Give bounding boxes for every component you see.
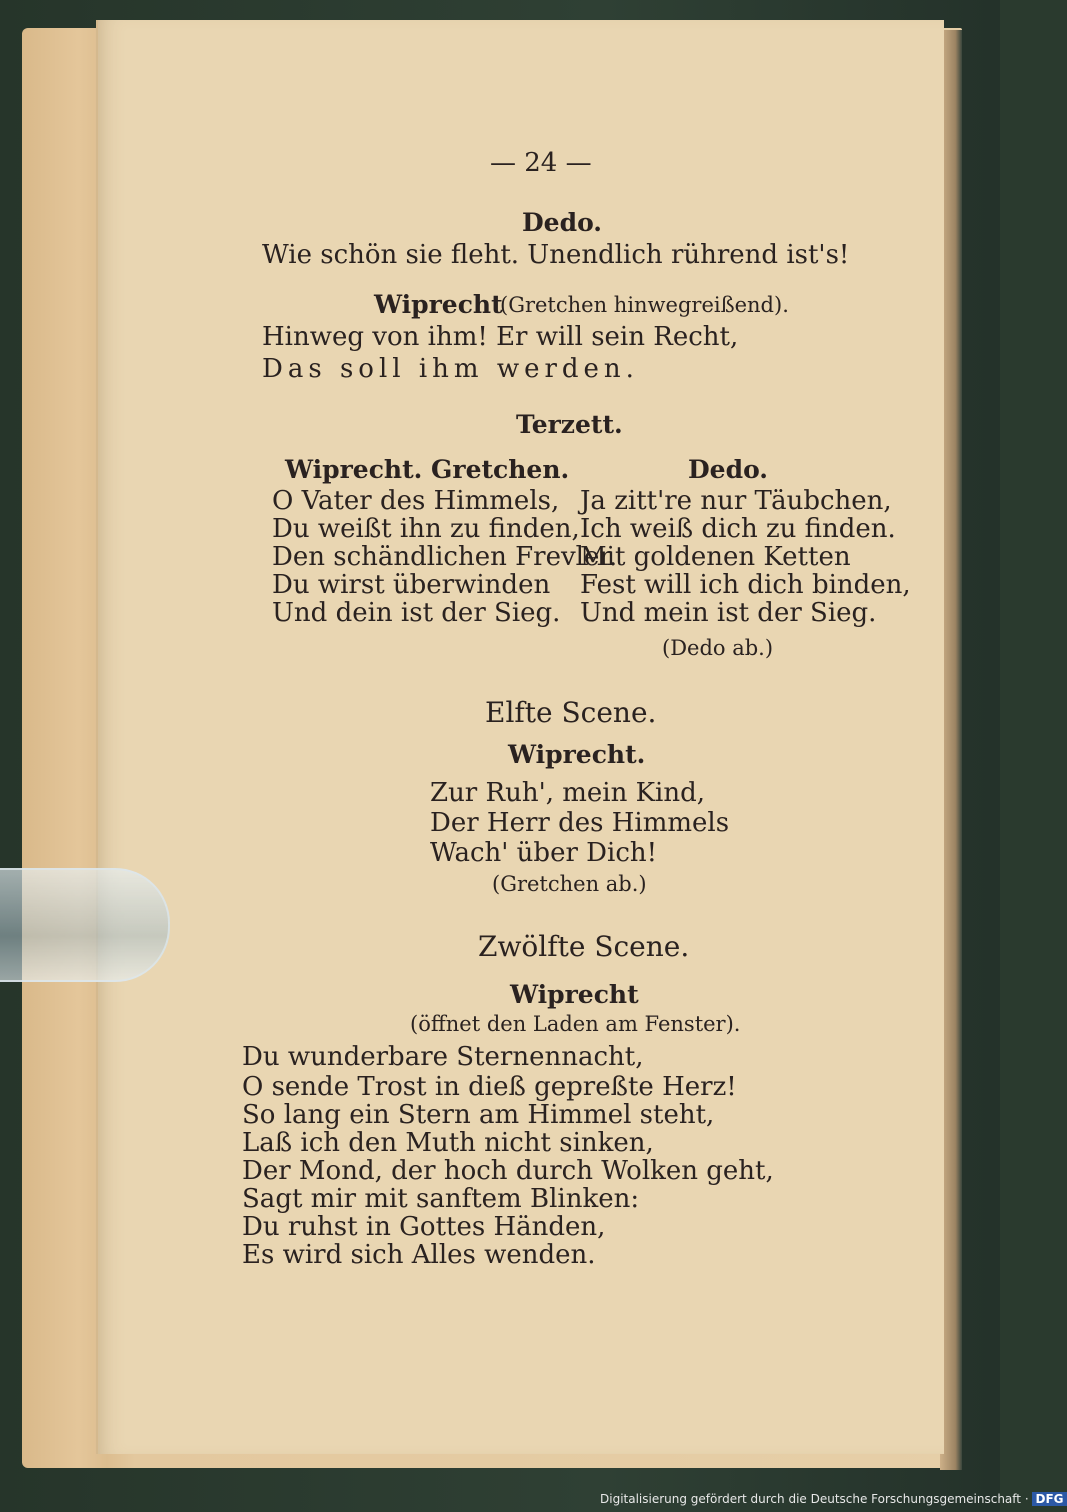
speaker-dedo: Dedo. [522,208,603,237]
terzett-heading: Terzett. [516,410,623,439]
speaker-wiprecht: Wiprecht [510,980,639,1009]
terzett-left-line: Du weißt ihn zu finden, [272,514,580,544]
verse-line: Du wunderbare Sternennacht, [242,1042,644,1072]
verse-line: Du ruhst in Gottes Händen, [242,1212,606,1242]
page-clip [0,868,170,982]
terzett-left-line: Du wirst überwinden [272,570,551,600]
verse-line: Der Herr des Himmels [430,808,730,838]
terzett-left-line: Und dein ist der Sieg. [272,598,561,628]
terzett-left-header: Wiprecht. Gretchen. [285,455,570,484]
terzett-left-line: Den schändlichen Frevler. [272,542,618,572]
stage-direction: (öffnet den Laden am Fenster). [410,1012,741,1036]
verse-line: Der Mond, der hoch durch Wolken geht, [242,1156,774,1186]
terzett-right-line: Ja zitt're nur Täubchen, [580,486,892,516]
verse-line: Das soll ihm werden. [262,354,639,384]
speaker-wiprecht: Wiprecht. [508,740,646,769]
terzett-right-line: Und mein ist der Sieg. [580,598,877,628]
verse-line: Sagt mir mit sanftem Blinken: [242,1184,640,1214]
page-number: — 24 — [490,148,592,178]
verse-line: Hinweg von ihm! Er will sein Recht, [262,322,739,352]
stage-direction: (Gretchen hinwegreißend). [500,293,789,317]
stage-direction: (Dedo ab.) [662,636,774,660]
terzett-right-header: Dedo. [688,455,769,484]
stage-direction: (Gretchen ab.) [492,872,647,896]
terzett-left-line: O Vater des Himmels, [272,486,560,516]
verse-line: Wie schön sie fleht. Unendlich rührend ist's! [262,240,850,270]
verse-line: O sende Trost in dieß gepreßte Herz! [242,1072,737,1102]
digitization-credit: Digitalisierung gefördert durch die Deutsche Forschungsgemeinschaft · DFG [600,1492,1067,1506]
verse-line: Laß ich den Muth nicht sinken, [242,1128,654,1158]
credit-text: Digitalisierung gefördert durch die Deutsche Forschungsgemeinschaft [600,1492,1022,1506]
scene-title: Elfte Scene. [485,696,657,729]
dfg-logo: DFG [1032,1492,1066,1506]
verse-line: So lang ein Stern am Himmel steht, [242,1100,715,1130]
terzett-right-line: Ich weiß dich zu finden. [580,514,896,544]
scene-title: Zwölfte Scene. [478,930,690,963]
verse-line: Zur Ruh', mein Kind, [430,778,706,808]
speaker-wiprecht: Wiprecht [374,290,503,319]
terzett-right-line: Mit goldenen Ketten [580,542,851,572]
terzett-right-line: Fest will ich dich binden, [580,570,911,600]
verse-line: Es wird sich Alles wenden. [242,1240,596,1270]
verse-line: Wach' über Dich! [430,838,658,868]
